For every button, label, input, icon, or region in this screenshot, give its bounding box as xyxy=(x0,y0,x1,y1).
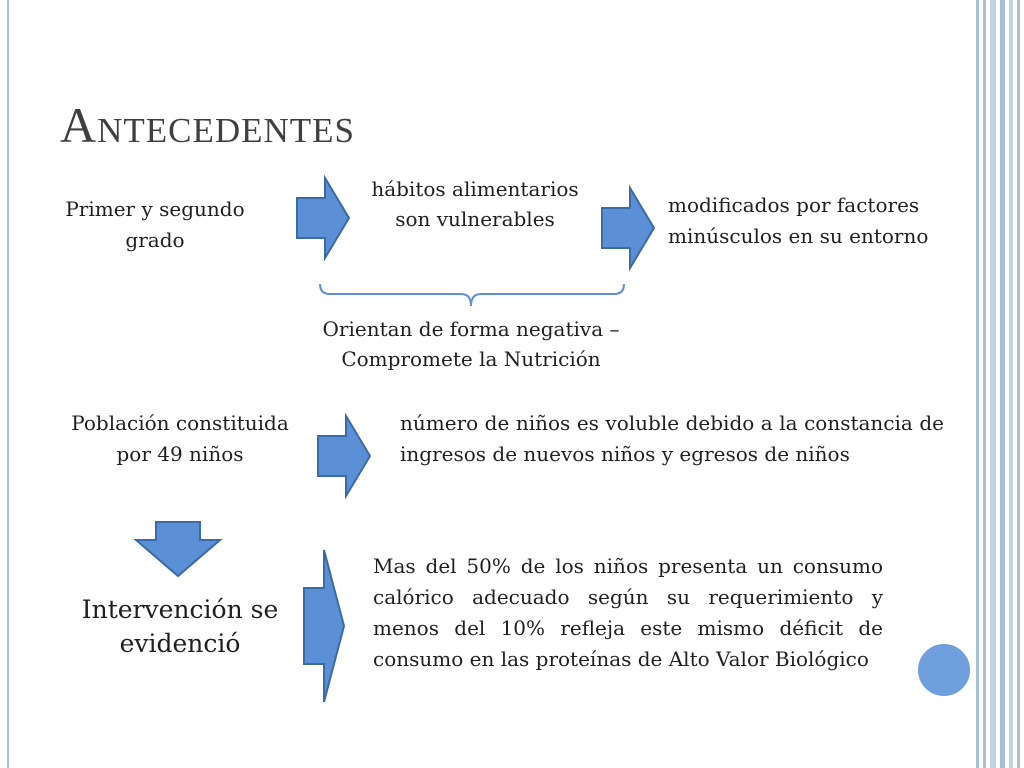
right-arrow-icon xyxy=(295,176,351,260)
curly-brace-icon xyxy=(318,282,628,308)
frame-left-line xyxy=(7,0,9,768)
down-arrow-icon xyxy=(134,520,224,580)
right-arrow-icon xyxy=(302,548,346,704)
right-arrow-icon xyxy=(600,186,656,270)
brace-caption: Orientan de forma negativa – Compromete la Nutrición xyxy=(322,317,620,371)
row1-middle-text: hábitos alimentarios son vulnerables xyxy=(371,177,579,231)
decorative-circle xyxy=(912,638,978,704)
row1-right-text: modificados por factores minúsculos en su entorno xyxy=(668,193,929,248)
row1-left-text: Primer y segundo grado xyxy=(65,197,245,252)
row3-right-text: Mas del 50% de los niños presenta un consumo calórico adecuado según su requerimiento y menos del 10% refleja este mismo déficit de consumo en las proteínas de Alto Valor Biológico xyxy=(373,554,883,671)
right-arrow-icon xyxy=(316,414,372,498)
row2-left-text: Población constituida por 49 niños xyxy=(71,411,289,466)
row3-left-text: Intervención se evidenció xyxy=(81,595,279,658)
slide-title: Antecedentes xyxy=(60,97,356,153)
row2-right-text: número de niños es voluble debido a la constancia de ingresos de nuevos niños y egresos de niños xyxy=(400,411,944,466)
frame-right-stripes xyxy=(972,0,1024,768)
